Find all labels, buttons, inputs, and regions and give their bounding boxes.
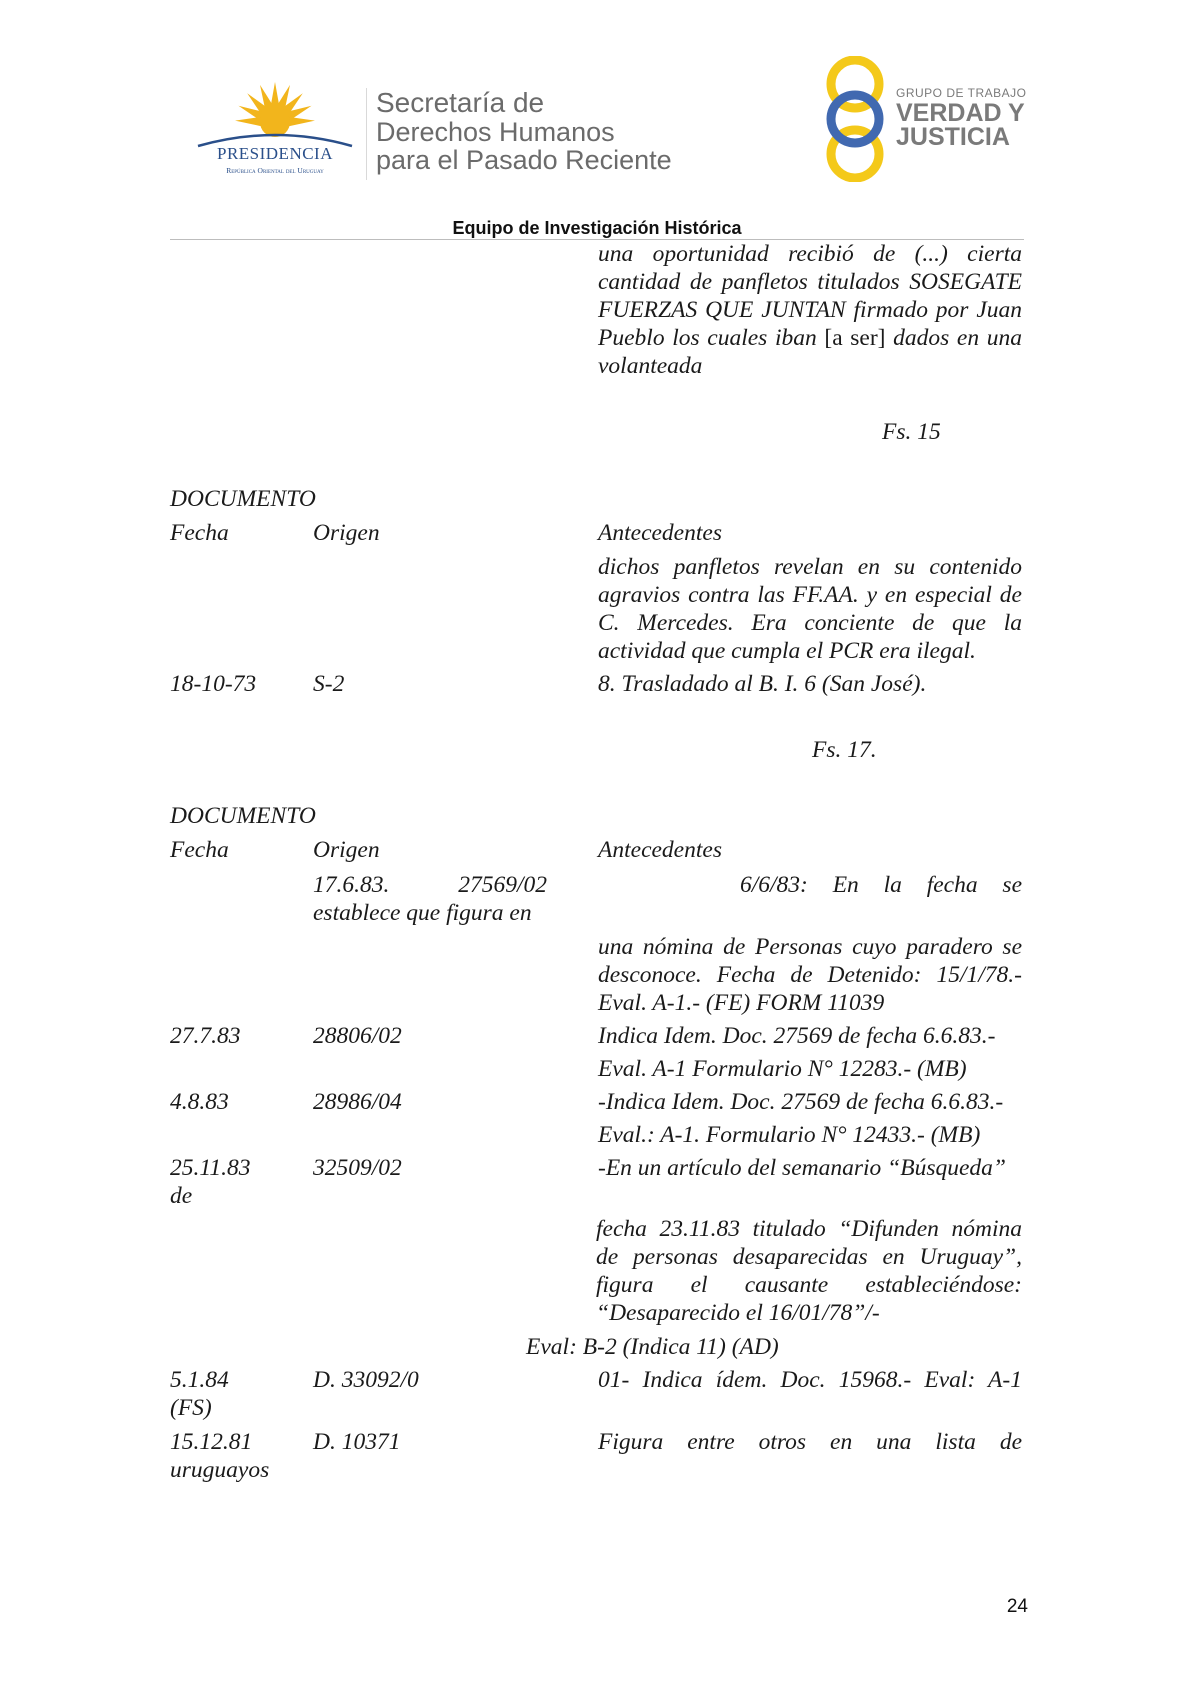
row-antecedentes [740, 871, 1022, 899]
row-fecha-line: uruguayos [170, 1457, 270, 1483]
row-antecedentes: Eval. A-1 Formulario N° 12283.- (MB) [598, 1056, 967, 1082]
intro-line: una oportunidad recibió de (...) cierta [598, 241, 1022, 267]
rings-emblem [820, 56, 890, 182]
row-origen: D. 33092/0 [313, 1367, 419, 1393]
antecedentes-line: dichos panfletos revelan en su contenido [598, 554, 1022, 580]
row-origen [313, 871, 547, 927]
row-antecedentes: -Indica Idem. Doc. 27569 de fecha 6.6.83.- [598, 1089, 1004, 1115]
presidencia-subtitle: República Oriental del Uruguay [226, 166, 324, 175]
secretaria-line2: Derechos Humanos [376, 117, 615, 147]
intro-line4-a: Pueblo los cuales iban [598, 325, 825, 351]
antecedentes-paragraph [598, 553, 1022, 665]
row-antecedentes: Indica Idem. Doc. 27569 de fecha 6.6.83.- [598, 1023, 996, 1049]
antecedentes-line: de personas desaparecidas en Uruguay”, [596, 1244, 1022, 1270]
row-origen: 28806/02 [313, 1023, 402, 1049]
row-antecedentes: Eval.: A-1. Formulario N° 12433.- (MB) [598, 1122, 981, 1148]
antecedentes-line: 6/6/83: En la fecha se [740, 872, 1022, 898]
document-title: DOCUMENTO [170, 803, 316, 829]
grupo-line3: JUSTICIA [896, 123, 1010, 151]
row-origen-line: establece que figura en [313, 900, 532, 926]
row-origen-line [313, 871, 547, 899]
row-origen: 28986/04 [313, 1089, 402, 1115]
verdad-justicia-logo [820, 56, 1040, 182]
row-fecha-line: de [170, 1183, 193, 1209]
presidencia-name: PRESIDENCIA [216, 144, 333, 163]
grupo-line1: GRUPO DE TRABAJO [896, 86, 1027, 100]
row-fecha: 27.7.83 [170, 1023, 241, 1049]
column-header-fecha: Fecha [170, 837, 229, 863]
folio-reference: Fs. 15 [882, 419, 941, 445]
row-fecha [170, 1428, 269, 1484]
intro-line4-bracket: [a ser] [824, 325, 886, 351]
row-antecedentes: 8. Trasladado al B. I. 6 (San José). [598, 671, 927, 697]
antecedentes-line: fecha 23.11.83 titulado “Difunden nómina [596, 1216, 1022, 1242]
row-origen-date: 17.6.83. [313, 872, 390, 898]
presidencia-logo [196, 80, 354, 180]
intro-line: volanteada [598, 353, 703, 379]
antecedentes-line: “Desaparecido el 16/01/78”/- [596, 1300, 880, 1326]
antecedentes-paragraph [596, 1215, 1022, 1327]
antecedentes-line: desconoce. Fecha de Detenido: 15/1/78.- [598, 962, 1022, 988]
document-title: DOCUMENTO [170, 486, 316, 512]
antecedentes-line: agravios contra las FF.AA. y en especial de [598, 582, 1022, 608]
folio-reference: Fs. 17. [812, 737, 877, 763]
row-origen: S-2 [313, 671, 345, 697]
antecedentes-line: Eval. A-1.- (FE) FORM 11039 [598, 990, 885, 1016]
team-name: Equipo de Investigación Histórica [452, 218, 742, 238]
row-fecha [170, 1366, 229, 1422]
antecedentes-paragraph [598, 933, 1022, 1017]
sun-emblem [196, 80, 354, 150]
column-header-antecedentes: Antecedentes [598, 837, 722, 863]
antecedentes-line: C. Mercedes. Era conciente de que la [598, 610, 1022, 636]
row-fecha-line: 5.1.84 [170, 1367, 229, 1393]
column-header-antecedentes: Antecedentes [598, 520, 722, 546]
header-divider [366, 88, 367, 180]
intro-line [598, 324, 1022, 352]
page-number: 24 [1006, 1596, 1028, 1617]
row-antecedentes [598, 1366, 1022, 1394]
antecedentes-line: una nómina de Personas cuyo paradero se [598, 934, 1022, 960]
antecedentes-line: Figura entre otros en una lista de [598, 1429, 1022, 1455]
column-header-origen: Origen [313, 837, 380, 863]
column-header-origen: Origen [313, 520, 380, 546]
evaluation-line: Eval: B-2 (Indica 11) (AD) [526, 1334, 779, 1360]
secretaria-line1: Secretaría de [376, 87, 545, 118]
row-antecedentes: -En un artículo del semanario “Búsqueda” [598, 1155, 1006, 1181]
row-origen-doc: 27569/02 [458, 872, 547, 898]
grupo-line2: VERDAD Y [896, 99, 1025, 127]
row-fecha [170, 1154, 251, 1210]
row-antecedentes [598, 1428, 1022, 1456]
secretaria-title [376, 88, 672, 174]
row-fecha-line: 15.12.81 [170, 1429, 253, 1455]
antecedentes-line: figura el causante estableciéndose: [596, 1272, 1022, 1298]
antecedentes-line: actividad que cumpla el PCR era ilegal. [598, 638, 976, 664]
row-fecha-line: (FS) [170, 1395, 212, 1421]
row-fecha-line: 25.11.83 [170, 1155, 251, 1181]
column-header-fecha: Fecha [170, 520, 229, 546]
antecedentes-line: 01- Indica ídem. Doc. 15968.- Eval: A-1 [598, 1367, 1022, 1393]
row-fecha: 4.8.83 [170, 1089, 229, 1115]
intro-line4-c: dados en una [885, 325, 1022, 351]
intro-line: cantidad de panfletos titulados SOSEGATE [598, 269, 1022, 295]
row-fecha: 18-10-73 [170, 671, 257, 697]
row-origen: 32509/02 [313, 1155, 402, 1181]
intro-paragraph [598, 240, 1022, 380]
secretaria-line3: para el Pasado Reciente [376, 145, 672, 175]
intro-line: FUERZAS QUE JUNTAN firmado por Juan [598, 297, 1022, 323]
row-origen: D. 10371 [313, 1429, 401, 1455]
